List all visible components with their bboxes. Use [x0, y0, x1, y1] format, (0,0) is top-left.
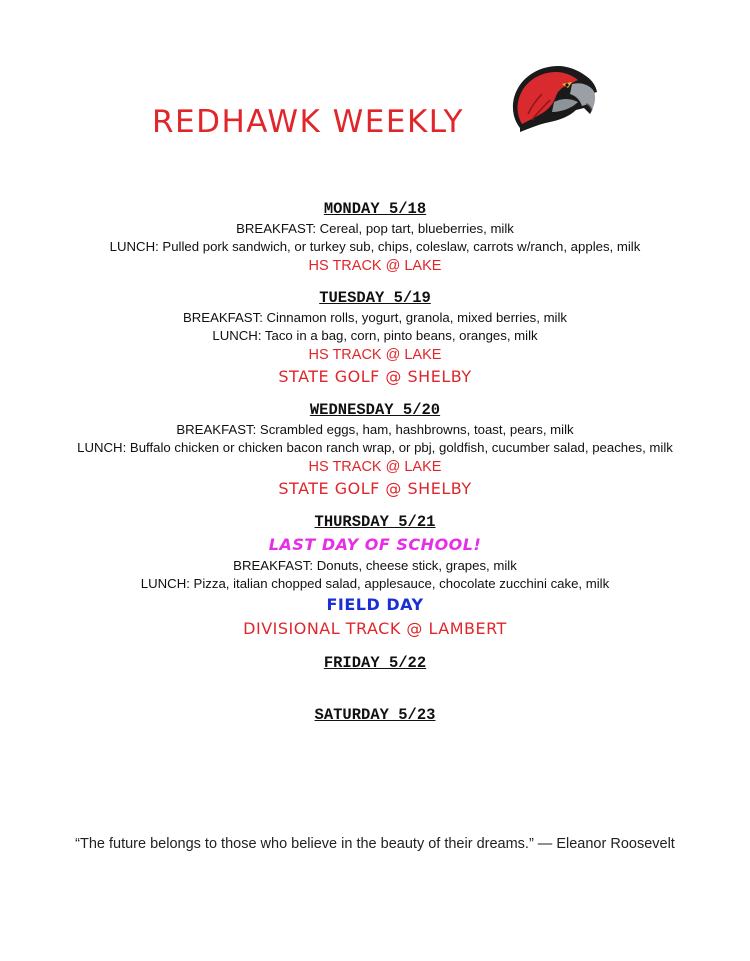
day-saturday	[0, 704, 750, 726]
newsletter-header	[0, 58, 750, 148]
day-wednesday	[0, 399, 750, 500]
day-heading: FRIDAY 5/22	[323, 654, 427, 672]
breakfast-menu: BREAKFAST: Scrambled eggs, ham, hashbrowns, toast, pears, milk	[176, 422, 574, 437]
lunch-menu: LUNCH: Buffalo chicken or chicken bacon ranch wrap, or pbj, goldfish, cucumber salad, peaches, milk	[77, 440, 673, 455]
day-heading: TUESDAY 5/19	[319, 289, 431, 307]
event-text: HS TRACK @ LAKE	[308, 258, 442, 274]
newsletter-title: REDHAWK WEEKLY	[152, 104, 464, 140]
lunch-menu: LUNCH: Pulled pork sandwich, or turkey sub, chips, coleslaw, carrots w/ranch, apples, milk	[109, 239, 641, 254]
event-text: FIELD DAY	[326, 595, 424, 614]
day-heading: THURSDAY 5/21	[314, 513, 436, 531]
breakfast-menu: BREAKFAST: Cereal, pop tart, blueberries, milk	[236, 221, 514, 236]
event-text: STATE GOLF @ SHELBY	[278, 367, 472, 386]
event-text: STATE GOLF @ SHELBY	[278, 479, 472, 498]
redhawk-head-icon	[506, 58, 598, 138]
special-announcement: LAST DAY OF SCHOOL!	[268, 535, 482, 554]
event-text: HS TRACK @ LAKE	[308, 459, 442, 475]
day-heading: WEDNESDAY 5/20	[309, 401, 441, 419]
event-text: HS TRACK @ LAKE	[308, 347, 442, 363]
day-heading: MONDAY 5/18	[323, 200, 427, 218]
day-tuesday	[0, 287, 750, 388]
weekly-schedule	[0, 198, 750, 726]
closing-quote: “The future belongs to those who believe in the beauty of their dreams.” — Eleanor Roosevelt	[75, 836, 675, 852]
breakfast-menu: BREAKFAST: Donuts, cheese stick, grapes, milk	[233, 558, 517, 573]
lunch-menu: LUNCH: Pizza, italian chopped salad, applesauce, chocolate zucchini cake, milk	[140, 576, 610, 591]
breakfast-menu: BREAKFAST: Cinnamon rolls, yogurt, granola, mixed berries, milk	[182, 310, 568, 325]
day-heading: SATURDAY 5/23	[314, 706, 436, 724]
event-text: DIVISIONAL TRACK @ LAMBERT	[243, 619, 507, 638]
day-friday	[0, 652, 750, 674]
day-thursday	[0, 511, 750, 640]
lunch-menu: LUNCH: Taco in a bag, corn, pinto beans, oranges, milk	[212, 328, 538, 343]
day-monday	[0, 198, 750, 276]
